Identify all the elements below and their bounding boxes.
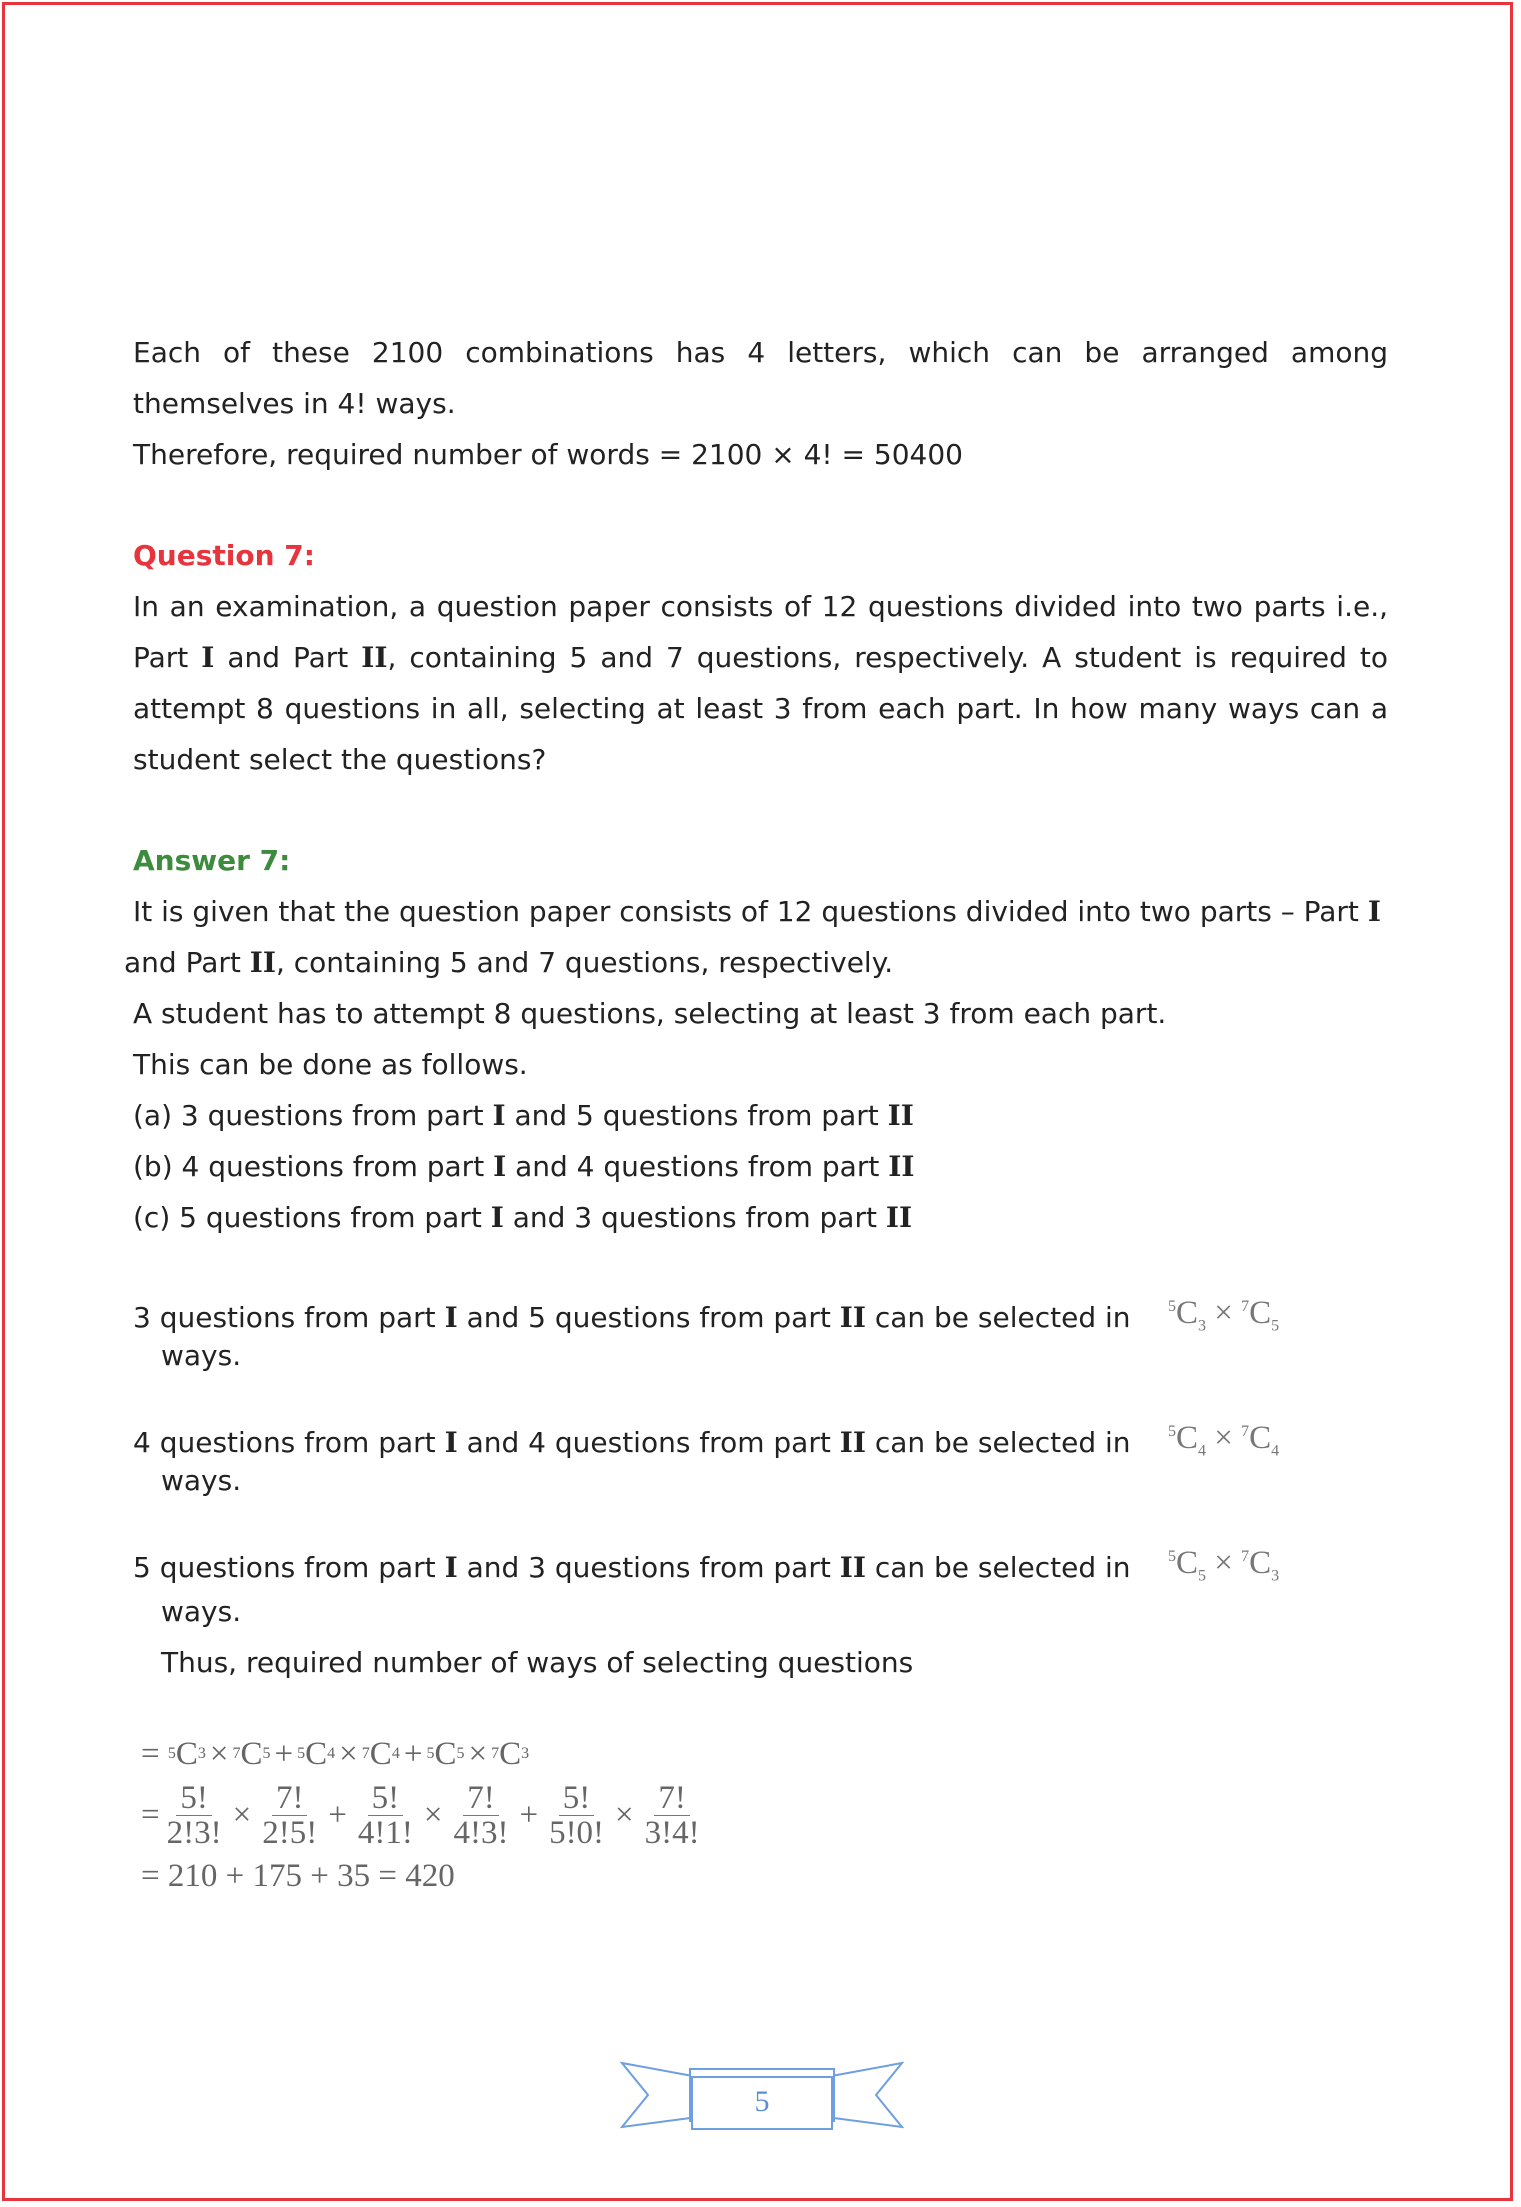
case-item: (b) 4 questions from part I and 4 questions from part II — [133, 1150, 915, 1183]
math-line-result: = 210 + 175 + 35 = 420 — [141, 1857, 455, 1894]
answer-heading: Answer 7: — [133, 844, 291, 877]
answer-attempt: A student has to attempt 8 questions, selecting at least 3 from each part. — [133, 997, 1167, 1030]
answer-given: It is given that the question paper consists of 12 questions divided into two parts – Part I and Part II, containing 5 and 7 questions, respectively. — [124, 895, 1381, 979]
fraction: $\frac{7!}{3!4!}$ — [644, 1779, 700, 1851]
question-heading: Question 7: — [133, 539, 315, 572]
combination-expression: $^5C_3 \times ^7C_5$ — [1168, 1295, 1280, 1335]
math-line-sum: = 5 C 3 × 7 C 5 + 5 C 4 × 7 C 4 + 5 C 5 × 7 C 3 — [141, 1735, 530, 1772]
answer-follows: This can be done as follows. — [133, 1048, 528, 1081]
thus-statement: Thus, required number of ways of selecting questions — [161, 1646, 914, 1679]
selection-statement: 5 questions from part I and 3 questions from part II can be selected in ways. $^5C_5 \times ^7C_3$ — [133, 1545, 1280, 1628]
fraction: $\frac{7!}{2!5!}$ — [262, 1779, 318, 1851]
page-number: 5 — [754, 2085, 770, 2118]
fraction: $\frac{5!}{2!3!}$ — [166, 1779, 222, 1851]
selection-statement: 4 questions from part I and 4 questions from part II can be selected in ways. $^5C_4 \times ^7C_4$ — [133, 1420, 1280, 1497]
case-item: (c) 5 questions from part I and 3 questions from part II — [133, 1201, 913, 1234]
intro-paragraph: Each of these 2100 combinations has 4 letters, which can be arranged among themselves in 4! ways. — [133, 336, 1388, 420]
page-content — [124, 327, 1388, 1900]
selection-statement: 3 questions from part I and 5 questions from part II can be selected in ways. $^5C_3 \times ^7C_5$ — [133, 1295, 1280, 1372]
case-item: (a) 3 questions from part I and 5 questions from part II — [133, 1099, 914, 1132]
math-line-fractions: = $\frac{5!}{2!3!}$ × $\frac{7!}{2!5!}$ + $\frac{5!}{4!1!}$ × $\frac{7!}{4!3!}$ + $\frac{5!}{5!0!}$ × $\frac{7!}{3!4!}$ — [141, 1778, 1388, 1852]
intro-result: Therefore, required number of words = 2100 × 4! = 50400 — [133, 438, 963, 471]
fraction: $\frac{7!}{4!3!}$ — [453, 1779, 509, 1851]
question-text: In an examination, a question paper consists of 12 questions divided into two parts i.e., Part I and Part II, containing 5 and 7 questions, respectively. A student is required to attempt 8 questions in all, selecting at least 3 from each part. In how many ways can a student select the questions? — [133, 590, 1388, 776]
combination-expression: $^5C_5 \times ^7C_3$ — [1168, 1545, 1280, 1585]
solution-math — [141, 1730, 1388, 1900]
fraction: $\frac{5!}{4!1!}$ — [357, 1779, 413, 1851]
combination-expression: $^5C_4 \times ^7C_4$ — [1168, 1420, 1280, 1460]
fraction: $\frac{5!}{5!0!}$ — [549, 1779, 605, 1851]
page-footer-ribbon — [620, 2055, 904, 2135]
